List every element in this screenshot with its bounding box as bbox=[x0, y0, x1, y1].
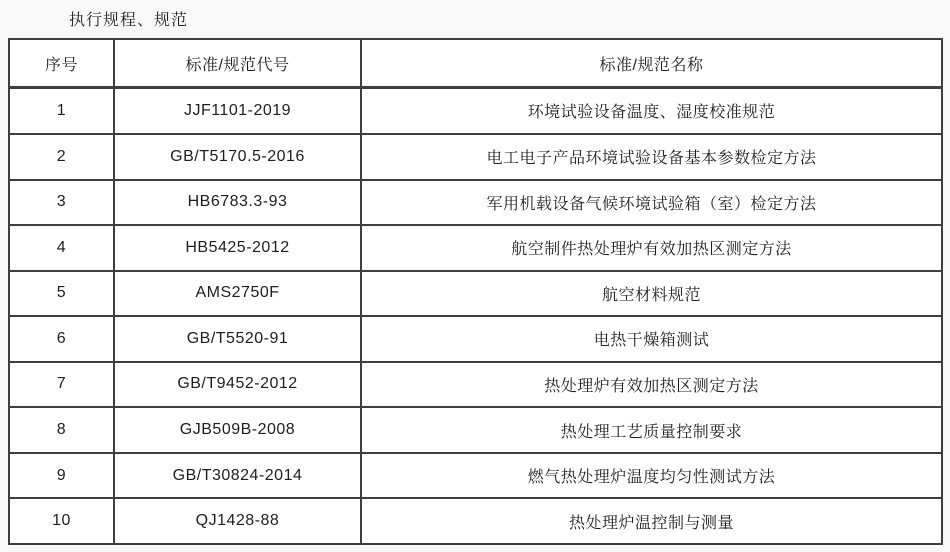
name-cell: 燃气热处理炉温度均匀性测试方法 bbox=[361, 453, 942, 499]
code-cell: HB5425-2012 bbox=[114, 225, 361, 271]
serial-cell: 6 bbox=[9, 316, 114, 362]
table-row bbox=[9, 362, 942, 408]
header-serial: 序号 bbox=[9, 39, 114, 88]
code-cell: JJF1101-2019 bbox=[114, 88, 361, 134]
table-row bbox=[9, 180, 942, 226]
table-row bbox=[9, 271, 942, 317]
standards-table bbox=[8, 38, 943, 545]
table-row bbox=[9, 134, 942, 180]
table-row bbox=[9, 88, 942, 134]
header-name: 标准/规范名称 bbox=[361, 39, 942, 88]
code-cell: GB/T30824-2014 bbox=[114, 453, 361, 499]
serial-cell: 3 bbox=[9, 180, 114, 226]
serial-cell: 4 bbox=[9, 225, 114, 271]
serial-cell: 5 bbox=[9, 271, 114, 317]
header-code: 标准/规范代号 bbox=[114, 39, 361, 88]
header-row bbox=[9, 39, 942, 88]
name-cell: 航空制件热处理炉有效加热区测定方法 bbox=[361, 225, 942, 271]
name-cell: 环境试验设备温度、湿度校准规范 bbox=[361, 88, 942, 134]
table-row bbox=[9, 225, 942, 271]
name-cell: 电热干燥箱测试 bbox=[361, 316, 942, 362]
code-cell: QJ1428-88 bbox=[114, 498, 361, 544]
table-row bbox=[9, 498, 942, 544]
code-cell: HB6783.3-93 bbox=[114, 180, 361, 226]
serial-cell: 10 bbox=[9, 498, 114, 544]
code-cell: GB/T9452-2012 bbox=[114, 362, 361, 408]
table-row bbox=[9, 316, 942, 362]
name-cell: 航空材料规范 bbox=[361, 271, 942, 317]
page-title: 执行规程、规范 bbox=[69, 12, 189, 29]
name-cell: 热处理炉温控制与测量 bbox=[361, 498, 942, 544]
table-row bbox=[9, 453, 942, 499]
name-cell: 电工电子产品环境试验设备基本参数检定方法 bbox=[361, 134, 942, 180]
table-body bbox=[9, 88, 942, 545]
table-header bbox=[9, 39, 942, 88]
name-cell: 热处理工艺质量控制要求 bbox=[361, 407, 942, 453]
serial-cell: 1 bbox=[9, 88, 114, 134]
code-cell: AMS2750F bbox=[114, 271, 361, 317]
code-cell: GJB509B-2008 bbox=[114, 407, 361, 453]
name-cell: 军用机载设备气候环境试验箱（室）检定方法 bbox=[361, 180, 942, 226]
serial-cell: 9 bbox=[9, 453, 114, 499]
serial-cell: 7 bbox=[9, 362, 114, 408]
serial-cell: 2 bbox=[9, 134, 114, 180]
code-cell: GB/T5170.5-2016 bbox=[114, 134, 361, 180]
table-row bbox=[9, 407, 942, 453]
name-cell: 热处理炉有效加热区测定方法 bbox=[361, 362, 942, 408]
code-cell: GB/T5520-91 bbox=[114, 316, 361, 362]
serial-cell: 8 bbox=[9, 407, 114, 453]
